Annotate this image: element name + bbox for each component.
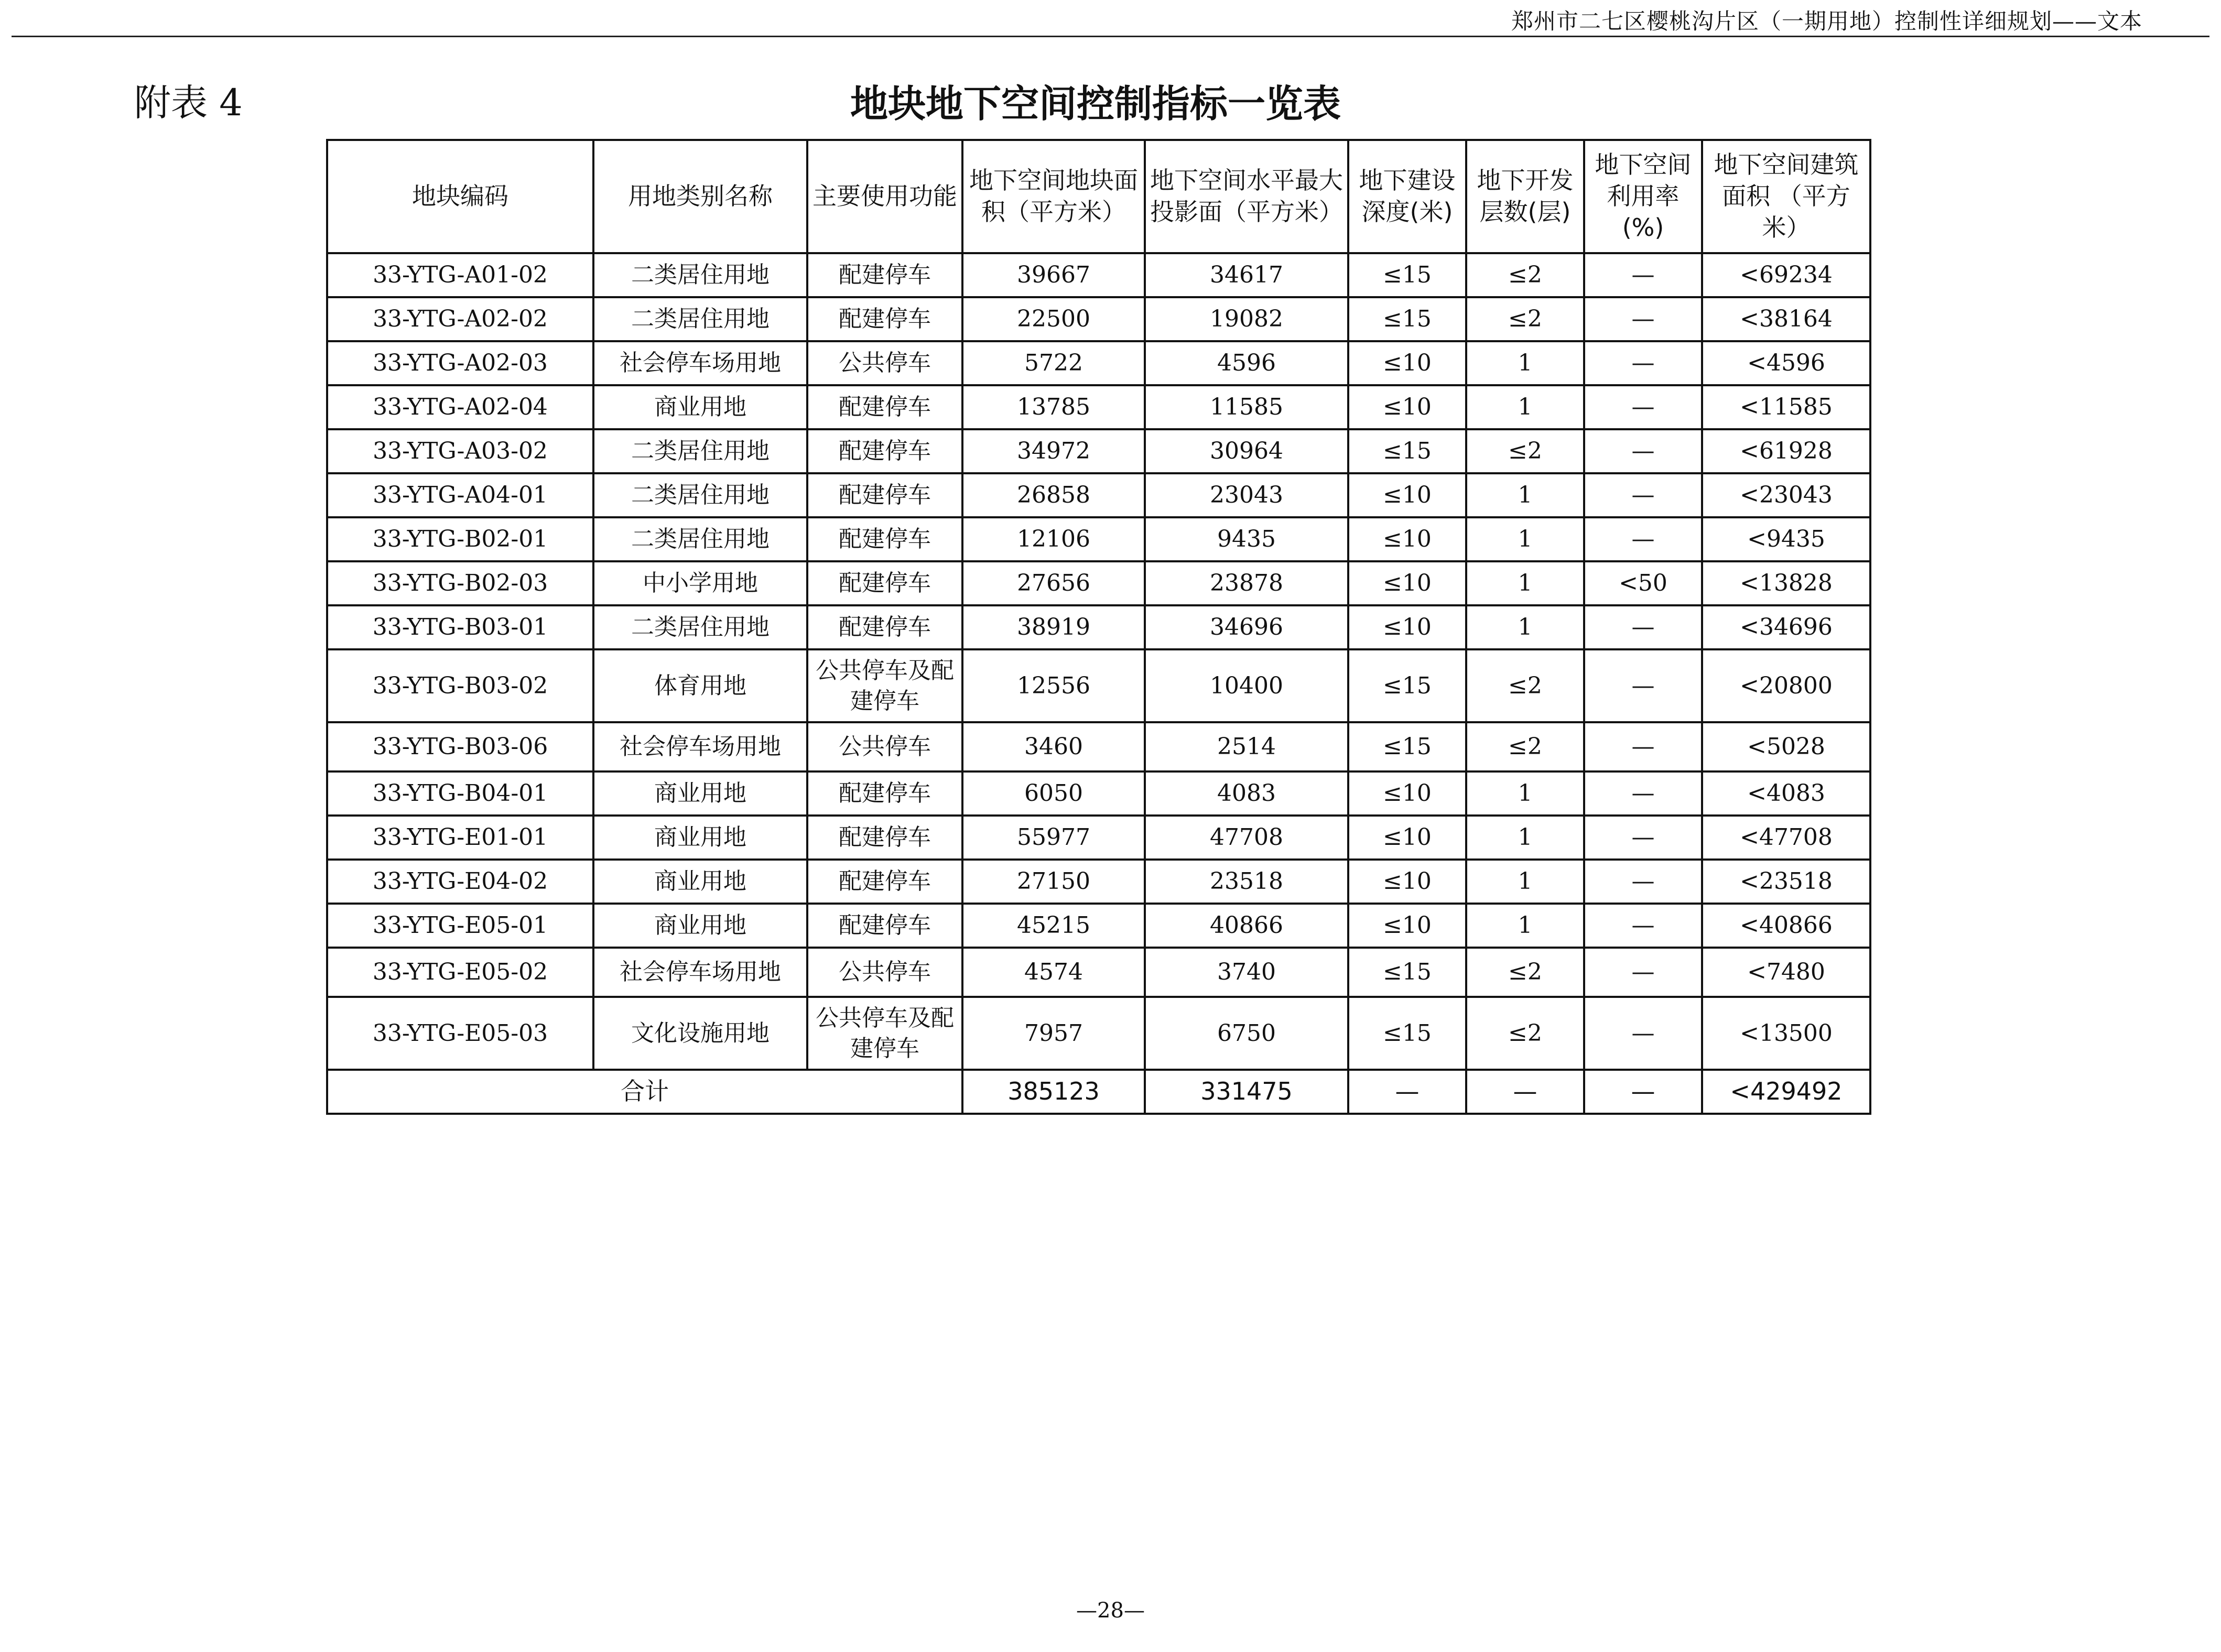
table-cell: 商业用地 <box>593 860 807 904</box>
table-cell: 商业用地 <box>593 904 807 948</box>
table-cell: 公共停车 <box>807 948 962 997</box>
table-cell: <13500 <box>1702 997 1870 1070</box>
table-cell: 配建停车 <box>807 385 962 429</box>
table-cell: 22500 <box>962 297 1145 341</box>
table-cell: 3460 <box>962 722 1145 771</box>
table-cell: 商业用地 <box>593 816 807 860</box>
table-cell: 34696 <box>1145 605 1348 649</box>
table-cell: 1 <box>1466 904 1584 948</box>
table-cell: <50 <box>1584 561 1702 605</box>
table-cell: 33-YTG-E05-02 <box>327 948 593 997</box>
table-cell: ≤15 <box>1348 649 1466 722</box>
table-cell: 配建停车 <box>807 816 962 860</box>
table-cell: ≤15 <box>1348 997 1466 1070</box>
table-cell: ≤10 <box>1348 816 1466 860</box>
table-row <box>327 948 1870 997</box>
table-cell: <61928 <box>1702 429 1870 473</box>
table-cell: 7957 <box>962 997 1145 1070</box>
table-cell: <9435 <box>1702 517 1870 561</box>
table-cell: 27150 <box>962 860 1145 904</box>
table-row <box>327 473 1870 517</box>
table-cell: 33-YTG-E04-02 <box>327 860 593 904</box>
table-cell: 34617 <box>1145 253 1348 297</box>
table-cell: 商业用地 <box>593 385 807 429</box>
table-cell: 27656 <box>962 561 1145 605</box>
table-cell: ≤2 <box>1466 297 1584 341</box>
table-cell: ≤10 <box>1348 341 1466 385</box>
table-cell: ≤10 <box>1348 860 1466 904</box>
table-cell: ≤2 <box>1466 649 1584 722</box>
table-cell: 二类居住用地 <box>593 473 807 517</box>
table-cell: ≤2 <box>1466 722 1584 771</box>
table-cell: ≤15 <box>1348 297 1466 341</box>
table-cell: 33-YTG-B04-01 <box>327 771 593 816</box>
table-cell: 38919 <box>962 605 1145 649</box>
table-cell: <69234 <box>1702 253 1870 297</box>
table-cell: 配建停车 <box>807 860 962 904</box>
table-cell: 33-YTG-B03-01 <box>327 605 593 649</box>
table-cell: 1 <box>1466 517 1584 561</box>
table-cell: 二类居住用地 <box>593 297 807 341</box>
table-cell: 文化设施用地 <box>593 997 807 1070</box>
table-row <box>327 297 1870 341</box>
table-title: 地块地下空间控制指标一览表 <box>850 81 1341 126</box>
table-row <box>327 385 1870 429</box>
table-cell: 公共停车 <box>807 341 962 385</box>
table-cell: 10400 <box>1145 649 1348 722</box>
table-cell: <34696 <box>1702 605 1870 649</box>
table-cell: 23518 <box>1145 860 1348 904</box>
table-cell: 33-YTG-E05-01 <box>327 904 593 948</box>
column-header: 地块编码 <box>327 140 593 253</box>
table-cell: 4574 <box>962 948 1145 997</box>
table-cell: 二类居住用地 <box>593 253 807 297</box>
table-cell: — <box>1584 385 1702 429</box>
table-cell: 33-YTG-B03-06 <box>327 722 593 771</box>
total-cell: 385123 <box>962 1070 1145 1114</box>
table-cell: — <box>1584 860 1702 904</box>
table-cell: <11585 <box>1702 385 1870 429</box>
table-cell: 配建停车 <box>807 253 962 297</box>
table-cell: 1 <box>1466 771 1584 816</box>
table-cell: — <box>1584 816 1702 860</box>
table-cell: <7480 <box>1702 948 1870 997</box>
table-cell: ≤15 <box>1348 948 1466 997</box>
table-cell: 33-YTG-B02-01 <box>327 517 593 561</box>
table-cell: ≤2 <box>1466 948 1584 997</box>
total-cell: 331475 <box>1145 1070 1348 1114</box>
table-body <box>327 253 1870 1070</box>
table-cell: 配建停车 <box>807 605 962 649</box>
table-cell: <40866 <box>1702 904 1870 948</box>
table-cell: — <box>1584 997 1702 1070</box>
column-header: 主要使用功能 <box>807 140 962 253</box>
table-cell: — <box>1584 771 1702 816</box>
table-cell: <23518 <box>1702 860 1870 904</box>
table-cell: 1 <box>1466 341 1584 385</box>
table-row <box>327 816 1870 860</box>
table-cell: 13785 <box>962 385 1145 429</box>
table-row <box>327 649 1870 722</box>
table-row <box>327 561 1870 605</box>
table-cell: <47708 <box>1702 816 1870 860</box>
table-cell: 26858 <box>962 473 1145 517</box>
total-cell: — <box>1348 1070 1466 1114</box>
table-cell: — <box>1584 904 1702 948</box>
underground-space-table <box>326 139 1871 1115</box>
table-cell: ≤2 <box>1466 997 1584 1070</box>
table-row <box>327 771 1870 816</box>
table-cell: 33-YTG-A01-02 <box>327 253 593 297</box>
table-cell: 配建停车 <box>807 771 962 816</box>
table-cell: — <box>1584 429 1702 473</box>
table-cell: 33-YTG-A03-02 <box>327 429 593 473</box>
table-cell: 社会停车场用地 <box>593 722 807 771</box>
table-cell: 34972 <box>962 429 1145 473</box>
table-cell: ≤2 <box>1466 253 1584 297</box>
table-row <box>327 860 1870 904</box>
table-cell: <5028 <box>1702 722 1870 771</box>
column-header: 地下空间利用率(%) <box>1584 140 1702 253</box>
table-cell: <13828 <box>1702 561 1870 605</box>
table-cell: — <box>1584 948 1702 997</box>
table-cell: — <box>1584 517 1702 561</box>
table-cell: 公共停车及配建停车 <box>807 649 962 722</box>
table-cell: ≤15 <box>1348 429 1466 473</box>
table-cell: 33-YTG-E05-03 <box>327 997 593 1070</box>
running-header: 郑州市二七区樱桃沟片区（一期用地）控制性详细规划——文本 <box>1511 8 2142 34</box>
column-header: 地下空间建筑面积 （平方米） <box>1702 140 1870 253</box>
table-cell: <4083 <box>1702 771 1870 816</box>
table-cell: 体育用地 <box>593 649 807 722</box>
table-cell: 商业用地 <box>593 771 807 816</box>
table-cell: 6750 <box>1145 997 1348 1070</box>
page-number: —28— <box>1076 1599 1145 1623</box>
table-cell: 33-YTG-E01-01 <box>327 816 593 860</box>
table-cell: ≤10 <box>1348 904 1466 948</box>
column-header: 地下开发层数(层) <box>1466 140 1584 253</box>
table-cell: 2514 <box>1145 722 1348 771</box>
table-cell: 4596 <box>1145 341 1348 385</box>
total-cell: — <box>1466 1070 1584 1114</box>
table-cell: 中小学用地 <box>593 561 807 605</box>
table-cell: — <box>1584 473 1702 517</box>
table-cell: 12106 <box>962 517 1145 561</box>
column-header: 用地类别名称 <box>593 140 807 253</box>
table-cell: 配建停车 <box>807 561 962 605</box>
table-cell: <38164 <box>1702 297 1870 341</box>
table-cell: 1 <box>1466 816 1584 860</box>
table-cell: 39667 <box>962 253 1145 297</box>
total-label: 合计 <box>327 1070 962 1114</box>
table-cell: 1 <box>1466 385 1584 429</box>
table-cell: 3740 <box>1145 948 1348 997</box>
column-header: 地下空间地块面积（平方米） <box>962 140 1145 253</box>
table-cell: ≤2 <box>1466 429 1584 473</box>
table-cell: 5722 <box>962 341 1145 385</box>
table-cell: 6050 <box>962 771 1145 816</box>
table-cell: 公共停车及配建停车 <box>807 997 962 1070</box>
table-cell: 配建停车 <box>807 429 962 473</box>
table-cell: ≤15 <box>1348 253 1466 297</box>
table-cell: — <box>1584 605 1702 649</box>
table-cell: 1 <box>1466 473 1584 517</box>
table-row <box>327 341 1870 385</box>
table-cell: 19082 <box>1145 297 1348 341</box>
table-row <box>327 997 1870 1070</box>
table-cell: 45215 <box>962 904 1145 948</box>
appendix-label: 附表 4 <box>134 81 243 124</box>
table-cell: 23043 <box>1145 473 1348 517</box>
table-row <box>327 605 1870 649</box>
table-cell: <4596 <box>1702 341 1870 385</box>
column-header: 地下建设深度(米) <box>1348 140 1466 253</box>
table-header-row <box>327 140 1870 253</box>
column-header: 地下空间水平最大投影面（平方米） <box>1145 140 1348 253</box>
table-cell: 23878 <box>1145 561 1348 605</box>
table-cell: ≤10 <box>1348 385 1466 429</box>
table-cell: 1 <box>1466 605 1584 649</box>
table-cell: — <box>1584 297 1702 341</box>
table-cell: 配建停车 <box>807 517 962 561</box>
total-row <box>327 1070 1870 1114</box>
table-row <box>327 722 1870 771</box>
table-cell: 公共停车 <box>807 722 962 771</box>
table-cell: 1 <box>1466 860 1584 904</box>
table-cell: — <box>1584 341 1702 385</box>
table-cell: 55977 <box>962 816 1145 860</box>
table-cell: 33-YTG-A02-02 <box>327 297 593 341</box>
table-cell: 配建停车 <box>807 473 962 517</box>
table-cell: 二类居住用地 <box>593 605 807 649</box>
table-cell: — <box>1584 253 1702 297</box>
table-cell: ≤10 <box>1348 517 1466 561</box>
table-cell: ≤10 <box>1348 561 1466 605</box>
table-cell: 33-YTG-A02-03 <box>327 341 593 385</box>
total-cell: — <box>1584 1070 1702 1114</box>
table-cell: 4083 <box>1145 771 1348 816</box>
table-cell: 配建停车 <box>807 297 962 341</box>
table-row <box>327 429 1870 473</box>
table-cell: 33-YTG-A02-04 <box>327 385 593 429</box>
table-cell: 33-YTG-A04-01 <box>327 473 593 517</box>
table-cell: — <box>1584 722 1702 771</box>
table-cell: 40866 <box>1145 904 1348 948</box>
table-cell: ≤10 <box>1348 771 1466 816</box>
table-cell: <20800 <box>1702 649 1870 722</box>
table-cell: 配建停车 <box>807 904 962 948</box>
table-cell: ≤10 <box>1348 473 1466 517</box>
table-cell: 1 <box>1466 561 1584 605</box>
total-cell: <429492 <box>1702 1070 1870 1114</box>
table-row <box>327 904 1870 948</box>
table-cell: 33-YTG-B02-03 <box>327 561 593 605</box>
table-row <box>327 253 1870 297</box>
table-cell: ≤15 <box>1348 722 1466 771</box>
table-cell: 11585 <box>1145 385 1348 429</box>
table-cell: <23043 <box>1702 473 1870 517</box>
table-cell: 社会停车场用地 <box>593 948 807 997</box>
table-cell: 12556 <box>962 649 1145 722</box>
table-cell: 社会停车场用地 <box>593 341 807 385</box>
table-cell: 二类居住用地 <box>593 429 807 473</box>
table-cell: — <box>1584 649 1702 722</box>
table-cell: ≤10 <box>1348 605 1466 649</box>
table-cell: 30964 <box>1145 429 1348 473</box>
table-cell: 33-YTG-B03-02 <box>327 649 593 722</box>
table-row <box>327 517 1870 561</box>
table-cell: 9435 <box>1145 517 1348 561</box>
header-rule <box>12 36 2209 37</box>
table-cell: 二类居住用地 <box>593 517 807 561</box>
table-cell: 47708 <box>1145 816 1348 860</box>
